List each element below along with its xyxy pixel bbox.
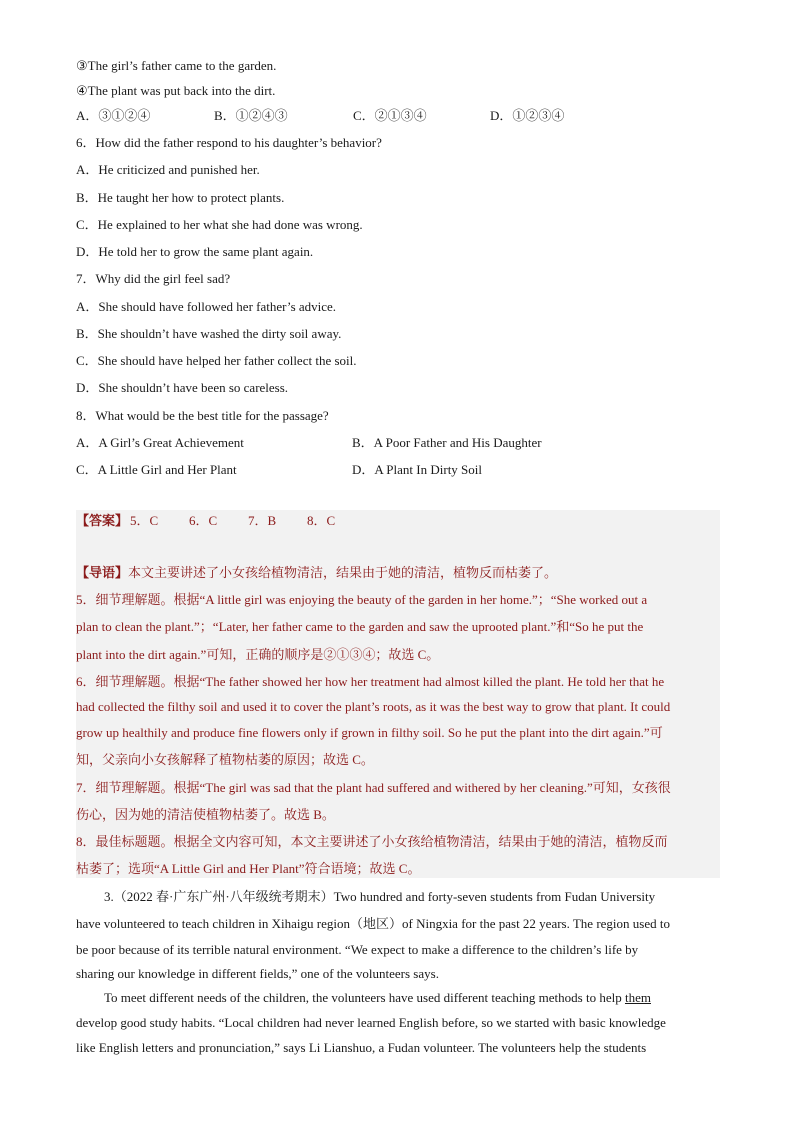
explanation-line: 5．细节理解题。根据“A little girl was enjoying the beauty of the garden in her home.”；“She worked out a: [76, 592, 648, 607]
q6-question: 6．How did the father respond to his daughter’s behavior?: [76, 135, 382, 150]
explanation-line: plan to clean the plant.”；“Later, her father came to the garden and saw the uprooted plant.”和“So he put the: [76, 619, 644, 634]
q8-option-c: C．A Little Girl and Her Plant: [76, 462, 237, 477]
q5-option-d: D．①②③④: [490, 108, 565, 123]
q7-option-a: A．She should have followed her father’s advice.: [76, 299, 337, 314]
explanation-line: 7．细节理解题。根据“The girl was sad that the plant had suffered and withered by her cleaning.”可知，女孩很: [76, 780, 671, 795]
explanation-line: 伤心，因为她的清洁使植物枯萎了。故选 B。: [76, 807, 335, 822]
q8-question: 8．What would be the best title for the passage?: [76, 408, 329, 423]
explanation-line: 8．最佳标题题。根据全文内容可知，本文主要讲述了小女孩给植物清洁，结果由于她的清洁，植物反而: [76, 834, 668, 849]
explanation-line: 6．细节理解题。根据“The father showed her how her treatment had almost killed the plant. He told her that he: [76, 674, 665, 689]
q5-option-a: A．③①②④: [76, 108, 151, 123]
answer-6: 6．C: [189, 513, 218, 528]
q6-option-d: D．He told her to grow the same plant again.: [76, 244, 314, 259]
guide-line: [76, 565, 557, 581]
q6-option-c: C．He explained to her what she had done was wrong.: [76, 217, 363, 232]
q8-option-b: B．A Poor Father and His Daughter: [352, 435, 542, 450]
q6-option-a: A．He criticized and punished her.: [76, 162, 260, 177]
passage-line: develop good study habits. “Local children had never learned English before, so we started with basic knowledge: [76, 1015, 666, 1030]
passage-line: like English letters and pronunciation,” says Li Lianshuo, a Fudan volunteer. The volunteers help the students: [76, 1040, 647, 1055]
underlined-word: them: [624, 990, 651, 1005]
q7-option-c: C．She should have helped her father collect the soil.: [76, 353, 357, 368]
q6-option-b: B．He taught her how to protect plants.: [76, 190, 285, 205]
q8-option-a: A．A Girl’s Great Achievement: [76, 435, 244, 450]
explanation-line: plant into the dirt again.”可知，正确的顺序是②①③④；故选 C。: [76, 647, 440, 662]
answer-7: 7．B: [248, 513, 277, 528]
explanation-line: had collected the filthy soil and used it to cover the plant’s roots, as it was the best way to grow that plant. It could: [76, 699, 671, 714]
passage-line: have volunteered to teach children in Xihaigu region（地区）of Ningxia for the past 22 years. The region used to: [76, 916, 670, 931]
passage-text: To meet different needs of the children, the volunteers have used different teaching methods to help: [104, 990, 625, 1005]
passage-line: sharing our knowledge in different fields,” one of the volunteers says.: [76, 966, 439, 981]
passage-line: be poor because of its terrible natural environment. “We expect to make a difference to the children’s life by: [76, 942, 639, 957]
order-item-3: ③The girl’s father came to the garden.: [76, 58, 277, 73]
explanation-line: grow up healthily and produce fine flowers only if grown in filthy soil. So he put the plant into the dirt again.”可: [76, 725, 663, 740]
explanation-line: 知，父亲向小女孩解释了植物枯萎的原因；故选 C。: [76, 752, 374, 767]
passage-line: [104, 990, 748, 1006]
q7-question: 7．Why did the girl feel sad?: [76, 271, 231, 286]
answer-label: 【答案】: [76, 513, 129, 528]
answer-5: 5．C: [130, 513, 159, 528]
explanation-line: 枯萎了；选项“A Little Girl and Her Plant”符合语境；故选 C。: [76, 861, 421, 876]
q5-option-b: B．①②④③: [214, 108, 288, 123]
guide-text: 本文主要讲述了小女孩给植物清洁，结果由于她的清洁，植物反而枯萎了。: [128, 565, 558, 580]
guide-label: 【导语】: [76, 565, 129, 580]
answer-8: 8．C: [307, 513, 336, 528]
q7-option-d: D．She shouldn’t have been so careless.: [76, 380, 289, 395]
q7-option-b: B．She shouldn’t have washed the dirty soil away.: [76, 326, 342, 341]
passage-line: 3.（2022 春·广东广州·八年级统考期末）Two hundred and forty-seven students from Fudan University: [104, 889, 656, 904]
q8-option-d: D．A Plant In Dirty Soil: [352, 462, 483, 477]
order-item-4: ④The plant was put back into the dirt.: [76, 83, 276, 98]
q5-option-c: C．②①③④: [353, 108, 427, 123]
